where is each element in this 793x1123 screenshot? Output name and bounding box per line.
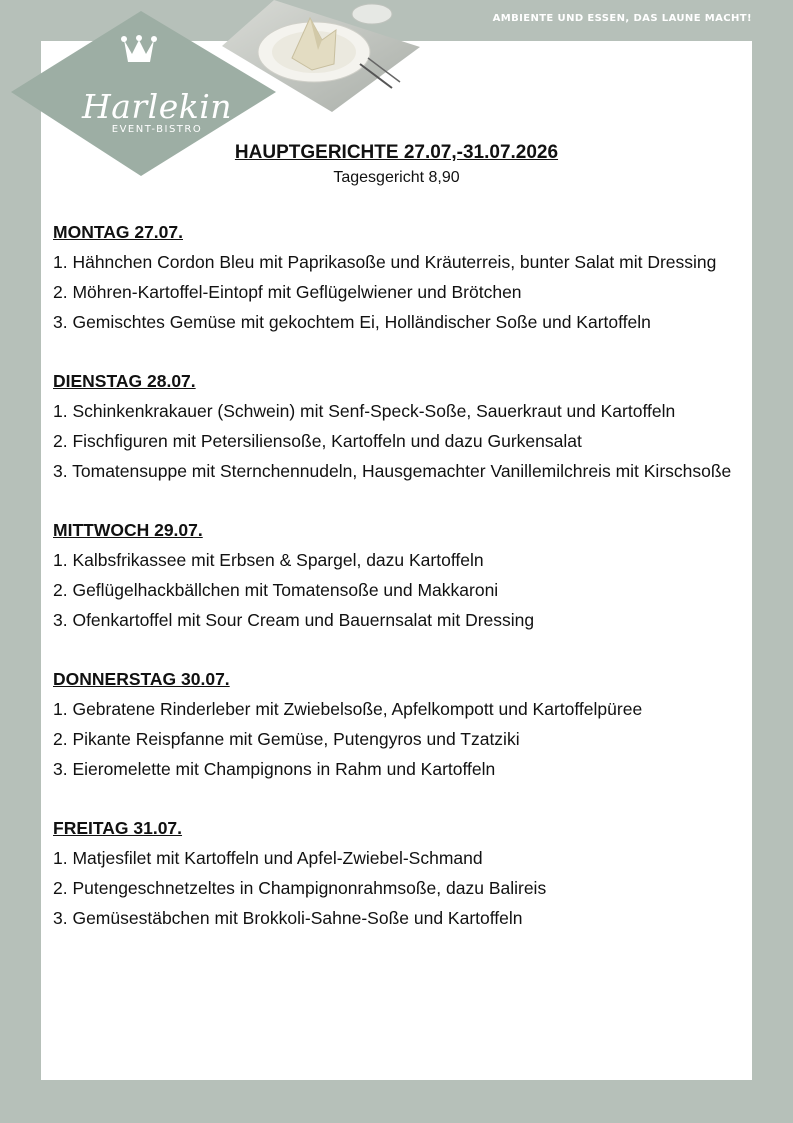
dish-item: 1. Hähnchen Cordon Bleu mit Paprikasoße und Kräuterreis, bunter Salat mit Dressing bbox=[53, 252, 717, 272]
day-thursday bbox=[53, 664, 733, 784]
dish-item: 3. Gemischtes Gemüse mit gekochtem Ei, Holländischer Soße und Kartoffeln bbox=[53, 312, 651, 332]
logo-text bbox=[78, 87, 236, 135]
dish-item: 3. Gemüsestäbchen mit Brokkoli-Sahne-Soße und Kartoffeln bbox=[53, 908, 523, 928]
logo-subtitle: EVENT-BISTRO bbox=[111, 124, 203, 135]
day-heading: MITTWOCH 29.07. bbox=[53, 520, 203, 540]
day-wednesday bbox=[53, 515, 733, 635]
day-heading: DONNERSTAG 30.07. bbox=[53, 669, 230, 689]
dish-item: 2. Fischfiguren mit Petersiliensoße, Kartoffeln und dazu Gurkensalat bbox=[53, 431, 582, 451]
dish-item: 1. Schinkenkrakauer (Schwein) mit Senf-Speck-Soße, Sauerkraut und Kartoffeln bbox=[53, 401, 676, 421]
dish-item: 2. Pikante Reispfanne mit Gemüse, Putengyros und Tzatziki bbox=[53, 729, 520, 749]
dish-item: 3. Tomatensuppe mit Sternchennudeln, Hausgemachter Vanillemilchreis mit Kirschsoße bbox=[53, 461, 732, 481]
day-heading: DIENSTAG 28.07. bbox=[53, 371, 196, 391]
dish-item: 1. Gebratene Rinderleber mit Zwiebelsoße, Apfelkompott und Kartoffelpüree bbox=[53, 699, 643, 719]
dish-item: 3. Eieromelette mit Champignons in Rahm und Kartoffeln bbox=[53, 759, 496, 779]
dish-item: 2. Geflügelhackbällchen mit Tomatensoße und Makkaroni bbox=[53, 580, 499, 600]
tagline: AMBIENTE UND ESSEN, DAS LAUNE MACHT! bbox=[492, 13, 752, 24]
dish-item: 2. Möhren-Kartoffel-Eintopf mit Geflügelwiener und Brötchen bbox=[53, 282, 522, 302]
dish-item: 1. Kalbsfrikassee mit Erbsen & Spargel, dazu Kartoffeln bbox=[53, 550, 484, 570]
day-heading: MONTAG 27.07. bbox=[53, 222, 183, 242]
day-heading: FREITAG 31.07. bbox=[53, 818, 183, 838]
menu-subtitle: Tagesgericht 8,90 bbox=[333, 169, 460, 186]
dish-item: 2. Putengeschnetzeltes in Champignonrahmsoße, dazu Balireis bbox=[53, 878, 547, 898]
menu-content bbox=[53, 217, 733, 962]
dish-item: 1. Matjesfilet mit Kartoffeln und Apfel-Zwiebel-Schmand bbox=[53, 848, 483, 868]
logo-name: Harlekin bbox=[81, 87, 233, 126]
day-monday bbox=[53, 217, 733, 337]
day-tuesday bbox=[53, 366, 733, 486]
dish-item: 3. Ofenkartoffel mit Sour Cream und Bauernsalat mit Dressing bbox=[53, 610, 535, 630]
day-friday bbox=[53, 813, 733, 933]
menu-title: HAUPTGERICHTE 27.07,-31.07.2026 bbox=[234, 142, 559, 163]
